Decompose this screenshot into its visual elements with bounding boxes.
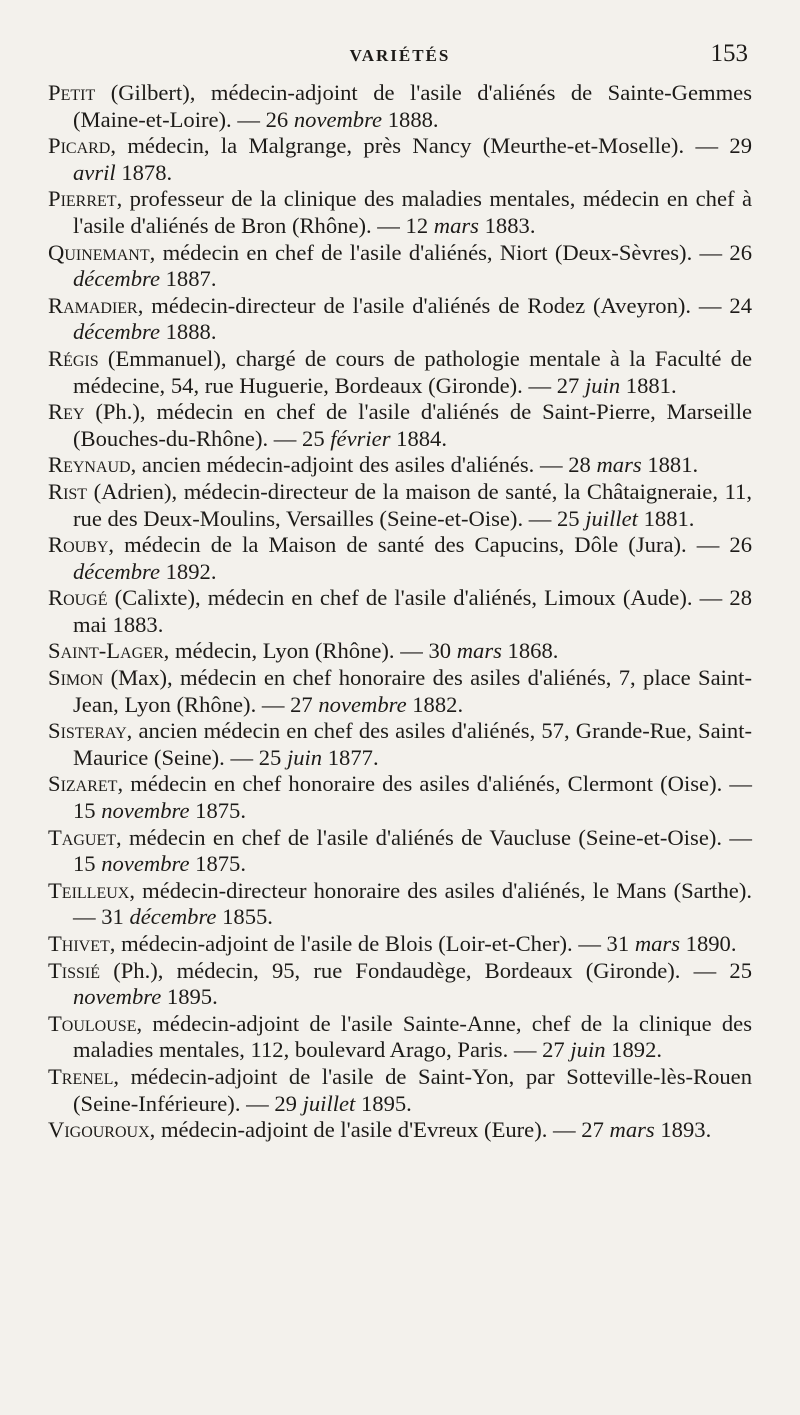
- entry-name: Rey: [48, 399, 85, 425]
- entry-year: 1878.: [115, 159, 173, 185]
- list-item: [48, 293, 752, 346]
- entry-text: , médecin-adjoint de l'asile de Blois (Loir-et-Cher). — 31: [109, 931, 635, 956]
- list-item: [48, 665, 752, 718]
- entry-month: juin: [584, 372, 621, 398]
- entry-name: Tissié: [48, 957, 101, 983]
- entry-text: , médecin-adjoint de l'asile d'Evreux (Eure). — 27: [149, 1117, 610, 1143]
- entry-name: Rougé: [48, 585, 108, 611]
- list-item: [48, 452, 752, 479]
- entry-year: 1884.: [390, 425, 447, 451]
- entry-name: Vigouroux: [48, 1117, 150, 1143]
- entry-text: (Emmanuel), chargé de cours de pathologie mentale à la Faculté de médecine, 54, rue Huguerie, Bordeaux (Gironde). — 27: [73, 345, 752, 398]
- entry-year: 1895.: [161, 984, 218, 1010]
- list-item: [48, 718, 752, 771]
- page-header: [48, 38, 752, 76]
- entry-month: mars: [433, 212, 479, 238]
- entry-month: mars: [609, 1117, 655, 1143]
- entry-text: , ancien médecin en chef des asiles d'aliénés, 57, Grande-Rue, Saint-Maurice (Seine). — 25: [73, 718, 752, 770]
- entry-name: Pierret: [48, 186, 117, 212]
- list-item: [48, 638, 752, 665]
- list-item: [48, 399, 752, 452]
- list-item: [48, 1117, 752, 1144]
- entry-year: 1888.: [382, 106, 439, 132]
- entry-name: Toulouse: [48, 1010, 137, 1036]
- entry-month: juin: [570, 1037, 606, 1063]
- entry-name: Thivet: [48, 931, 110, 956]
- entry-month: mars: [596, 452, 642, 478]
- list-item: [48, 133, 752, 186]
- entry-text: , médecin-adjoint de l'asile Sainte-Anne, chef de la clinique des maladies mentales, 112, boulevard Arago, Paris. — 27: [73, 1010, 752, 1063]
- entry-text: (Gilbert), médecin-adjoint de l'asile d'aliénés de Sainte-Gemmes (Maine-et-Loire). — 26: [73, 80, 752, 132]
- entry-year: 1895.: [355, 1090, 412, 1116]
- list-item: [48, 1011, 752, 1064]
- entry-name: Teilleux: [48, 877, 130, 903]
- entry-month: février: [330, 425, 391, 451]
- entry-month: novembre: [101, 851, 190, 877]
- entry-name: Régis: [48, 345, 99, 371]
- entry-year: 1881.: [637, 505, 695, 531]
- list-item: [48, 878, 752, 931]
- entry-text: , médecin de la Maison de santé des Capucins, Dôle (Jura). — 26: [108, 532, 752, 558]
- entry-text: , professeur de la clinique des maladies mentales, médecin en chef à l'asile d'aliénés de Bron (Rhône). — 12: [73, 186, 752, 238]
- entry-year: 1892.: [159, 558, 217, 584]
- list-item: [48, 958, 752, 1011]
- entry-name: Saint-Lager: [48, 638, 164, 664]
- list-item: [48, 931, 752, 958]
- entry-year: 1875.: [189, 851, 246, 877]
- entry-year: 1883.: [478, 212, 536, 238]
- entry-year: 1875.: [189, 798, 246, 824]
- entry-year: 1892.: [605, 1037, 663, 1063]
- entry-month: décembre: [73, 266, 160, 292]
- entry-text: , médecin-adjoint de l'asile de Saint-Yon, par Sotteville-lès-Rouen (Seine-Inférieure). — 29: [73, 1063, 752, 1116]
- entry-name: Taguet: [48, 824, 117, 850]
- list-item: [48, 585, 752, 638]
- list-item: [48, 240, 752, 293]
- page-number: 153: [710, 40, 748, 67]
- entry-text: (Adrien), médecin-directeur de la maison de santé, la Châtaigneraie, 11, rue des Deux-Moulins, Versailles (Seine-et-Oise). — 25: [73, 478, 752, 531]
- entry-text: , médecin en chef honoraire des asiles d'aliénés, Clermont (Oise). — 15: [73, 771, 752, 824]
- entry-month: novembre: [101, 798, 190, 824]
- entry-year: 1888.: [159, 319, 217, 345]
- entry-text: , médecin-directeur de l'asile d'aliénés de Rodez (Aveyron). — 24: [137, 292, 752, 318]
- list-item: [48, 532, 752, 585]
- entry-year: 1877.: [322, 744, 379, 770]
- list-item: [48, 186, 752, 239]
- list-item: [48, 346, 752, 399]
- entry-name: Sisteray: [48, 718, 127, 744]
- list-item: [48, 479, 752, 532]
- list-item: [48, 825, 752, 878]
- list-item: [48, 1064, 752, 1117]
- entry-month: mars: [456, 638, 502, 664]
- entry-name: Sizaret: [48, 771, 118, 797]
- entry-year: 1882.: [406, 691, 464, 717]
- running-title: VARIÉTÉS: [349, 46, 451, 65]
- entry-name: Reynaud: [48, 452, 131, 478]
- entry-year: 1893.: [654, 1117, 712, 1143]
- entry-name: Trenel: [48, 1063, 114, 1089]
- entry-name: Picard: [48, 133, 111, 159]
- entry-month: novembre: [73, 984, 162, 1010]
- entry-name: Rouby: [48, 532, 109, 558]
- entry-name: Petit: [48, 80, 96, 105]
- entry-year: 1881.: [641, 452, 699, 478]
- entry-month: juillet: [585, 505, 638, 531]
- entry-name: Quinemant: [48, 239, 150, 265]
- entry-month: juillet: [302, 1090, 356, 1116]
- entry-month: novembre: [293, 106, 383, 132]
- entry-month: décembre: [73, 558, 160, 584]
- list-item: [48, 80, 752, 133]
- entry-text: (Ph.), médecin, 95, rue Fondaudège, Bordeaux (Gironde). — 25: [100, 957, 752, 983]
- entry-list: [48, 80, 752, 1144]
- entry-name: Simon: [48, 665, 104, 691]
- entry-text: , médecin, la Malgrange, près Nancy (Meurthe-et-Moselle). — 29: [110, 133, 752, 159]
- entry-year: 1855.: [216, 904, 273, 930]
- list-item: [48, 771, 752, 824]
- entry-text: , ancien médecin-adjoint des asiles d'aliénés. — 28: [130, 452, 597, 478]
- entry-month: décembre: [129, 904, 217, 930]
- entry-month: mars: [634, 931, 681, 956]
- entry-text: (Calixte), médecin en chef de l'asile d'aliénés, Limoux (Aude). — 28 mai 1883.: [73, 585, 752, 637]
- entry-text: (Max), médecin en chef honoraire des asiles d'aliénés, 7, place Saint-Jean, Lyon (Rhône). — 27: [73, 665, 752, 717]
- entry-text: , médecin en chef de l'asile d'aliénés de Vaucluse (Seine-et-Oise). — 15: [73, 824, 752, 877]
- entry-year: 1868.: [501, 638, 559, 664]
- entry-name: Ramadier: [48, 292, 138, 318]
- entry-year: 1881.: [620, 372, 677, 398]
- entry-month: juin: [286, 744, 323, 770]
- entry-year: 1890.: [680, 931, 737, 956]
- entry-text: (Ph.), médecin en chef de l'asile d'aliénés de Saint-Pierre, Marseille (Bouches-du-Rhône). — 25: [73, 399, 752, 451]
- entry-name: Rist: [48, 478, 88, 504]
- entry-text: , médecin-directeur honoraire des asiles d'aliénés, le Mans (Sarthe). — 31: [73, 877, 752, 930]
- entry-month: avril: [73, 159, 116, 185]
- entry-text: , médecin en chef de l'asile d'aliénés, Niort (Deux-Sèvres). — 26: [149, 239, 752, 265]
- entry-year: 1887.: [159, 266, 217, 292]
- entry-month: novembre: [318, 691, 407, 717]
- entry-month: décembre: [73, 319, 160, 345]
- entry-text: , médecin, Lyon (Rhône). — 30: [163, 638, 457, 664]
